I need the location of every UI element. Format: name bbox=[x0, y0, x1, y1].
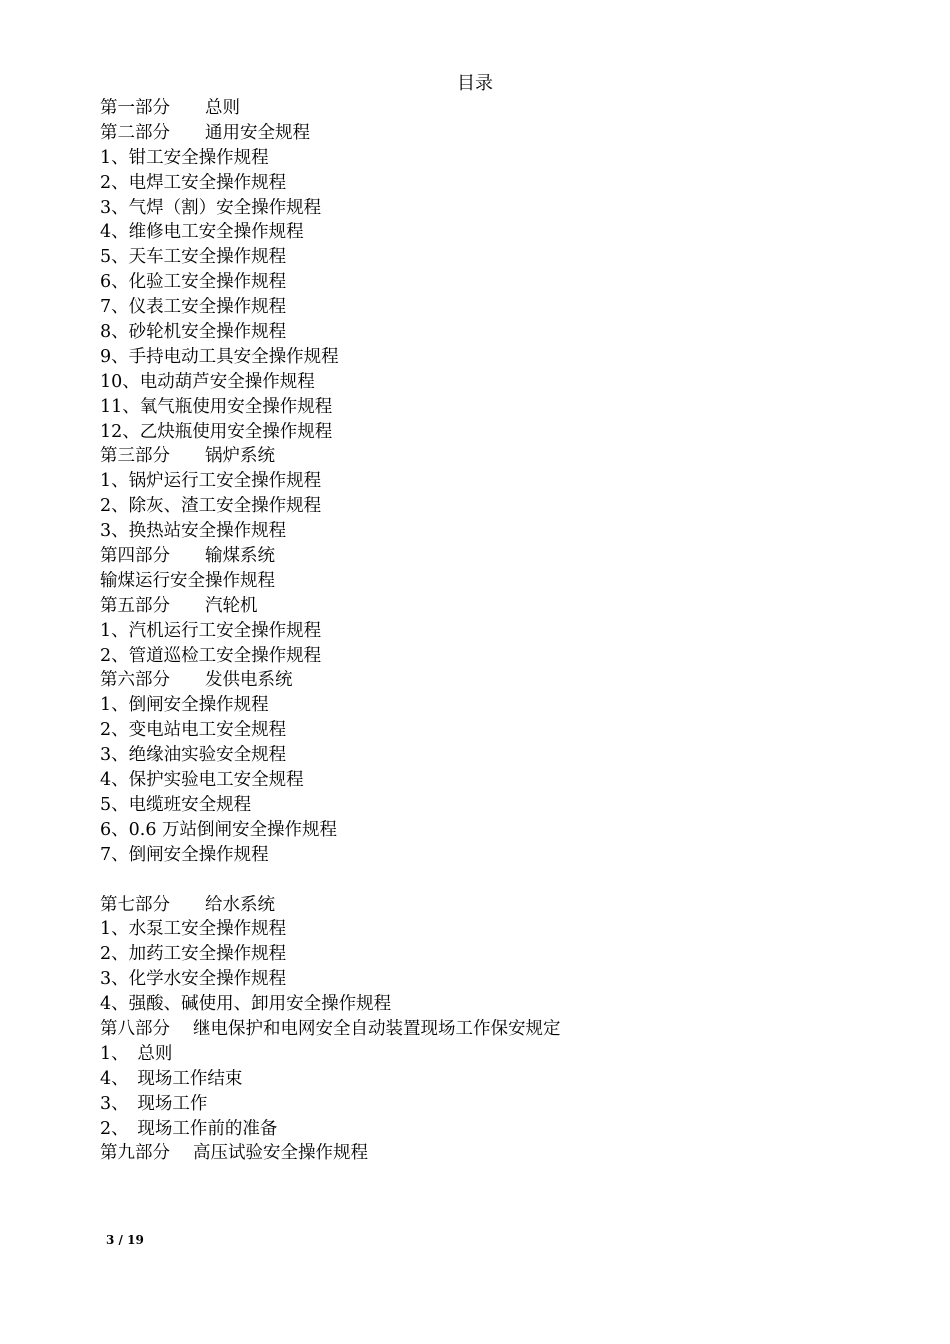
toc-item: 6、化验工安全操作规程 bbox=[100, 272, 287, 293]
toc-item: 4、保护实验电工安全规程 bbox=[100, 770, 304, 791]
page-number: 3 / 19 bbox=[106, 1233, 144, 1247]
toc-item: 3、化学水安全操作规程 bbox=[100, 969, 287, 990]
toc-item: 2、 现场工作前的准备 bbox=[100, 1118, 278, 1139]
toc-item: 1、锅炉运行工安全操作规程 bbox=[100, 471, 322, 492]
toc-part-8: 第八部分 继电保护和电网安全自动装置现场工作保安规定 bbox=[100, 1018, 561, 1039]
toc-item: 2、变电站电工安全规程 bbox=[100, 720, 287, 741]
toc-item: 1、水泵工安全操作规程 bbox=[100, 919, 287, 940]
toc-item: 3、 现场工作 bbox=[100, 1093, 208, 1114]
toc-item: 1、汽机运行工安全操作规程 bbox=[100, 620, 322, 641]
table-of-contents bbox=[100, 96, 860, 1166]
toc-item: 4、强酸、碱使用、卸用安全操作规程 bbox=[100, 994, 392, 1015]
toc-part-4: 第四部分 输煤系统 bbox=[100, 546, 275, 567]
toc-item: 2、加药工安全操作规程 bbox=[100, 944, 287, 965]
toc-item: 3、换热站安全操作规程 bbox=[100, 521, 287, 542]
toc-part-1: 第一部分 总则 bbox=[100, 98, 240, 118]
toc-item: 3、绝缘油实验安全规程 bbox=[100, 745, 287, 766]
toc-item: 1、钳工安全操作规程 bbox=[100, 147, 269, 168]
toc-part-6: 第六部分 发供电系统 bbox=[100, 670, 293, 691]
toc-part-2: 第二部分 通用安全规程 bbox=[100, 122, 310, 143]
toc-item: 12、乙炔瓶使用安全操作规程 bbox=[100, 421, 333, 442]
toc-item: 7、仪表工安全操作规程 bbox=[100, 297, 287, 318]
toc-item: 2、电焊工安全操作规程 bbox=[100, 172, 287, 193]
toc-item: 输煤运行安全操作规程 bbox=[100, 570, 275, 591]
toc-item: 9、手持电动工具安全操作规程 bbox=[100, 346, 339, 367]
toc-item: 6、0.6 万站倒闸安全操作规程 bbox=[100, 819, 338, 840]
toc-item: 7、倒闸安全操作规程 bbox=[100, 844, 269, 865]
toc-item: 8、砂轮机安全操作规程 bbox=[100, 322, 287, 343]
toc-part-7: 第七部分 给水系统 bbox=[100, 894, 275, 915]
toc-item: 5、天车工安全操作规程 bbox=[100, 247, 287, 268]
toc-part-3: 第三部分 锅炉系统 bbox=[100, 446, 275, 467]
toc-item: 3、气焊（割）安全操作规程 bbox=[100, 197, 322, 218]
toc-item: 1、 总则 bbox=[100, 1043, 173, 1064]
toc-item: 4、维修电工安全操作规程 bbox=[100, 222, 304, 243]
page-title: 目录 bbox=[457, 73, 493, 94]
toc-part-9: 第九部分 高压试验安全操作规程 bbox=[100, 1143, 369, 1164]
toc-item: 1、倒闸安全操作规程 bbox=[100, 695, 269, 716]
toc-item: 5、电缆班安全规程 bbox=[100, 794, 252, 815]
toc-part-5: 第五部分 汽轮机 bbox=[100, 595, 258, 616]
toc-item: 4、 现场工作结束 bbox=[100, 1068, 243, 1089]
toc-item: 2、管道巡检工安全操作规程 bbox=[100, 645, 322, 666]
toc-item: 10、电动葫芦安全操作规程 bbox=[100, 371, 315, 392]
toc-item: 11、氧气瓶使用安全操作规程 bbox=[100, 396, 333, 417]
toc-item: 2、除灰、渣工安全操作规程 bbox=[100, 496, 322, 517]
